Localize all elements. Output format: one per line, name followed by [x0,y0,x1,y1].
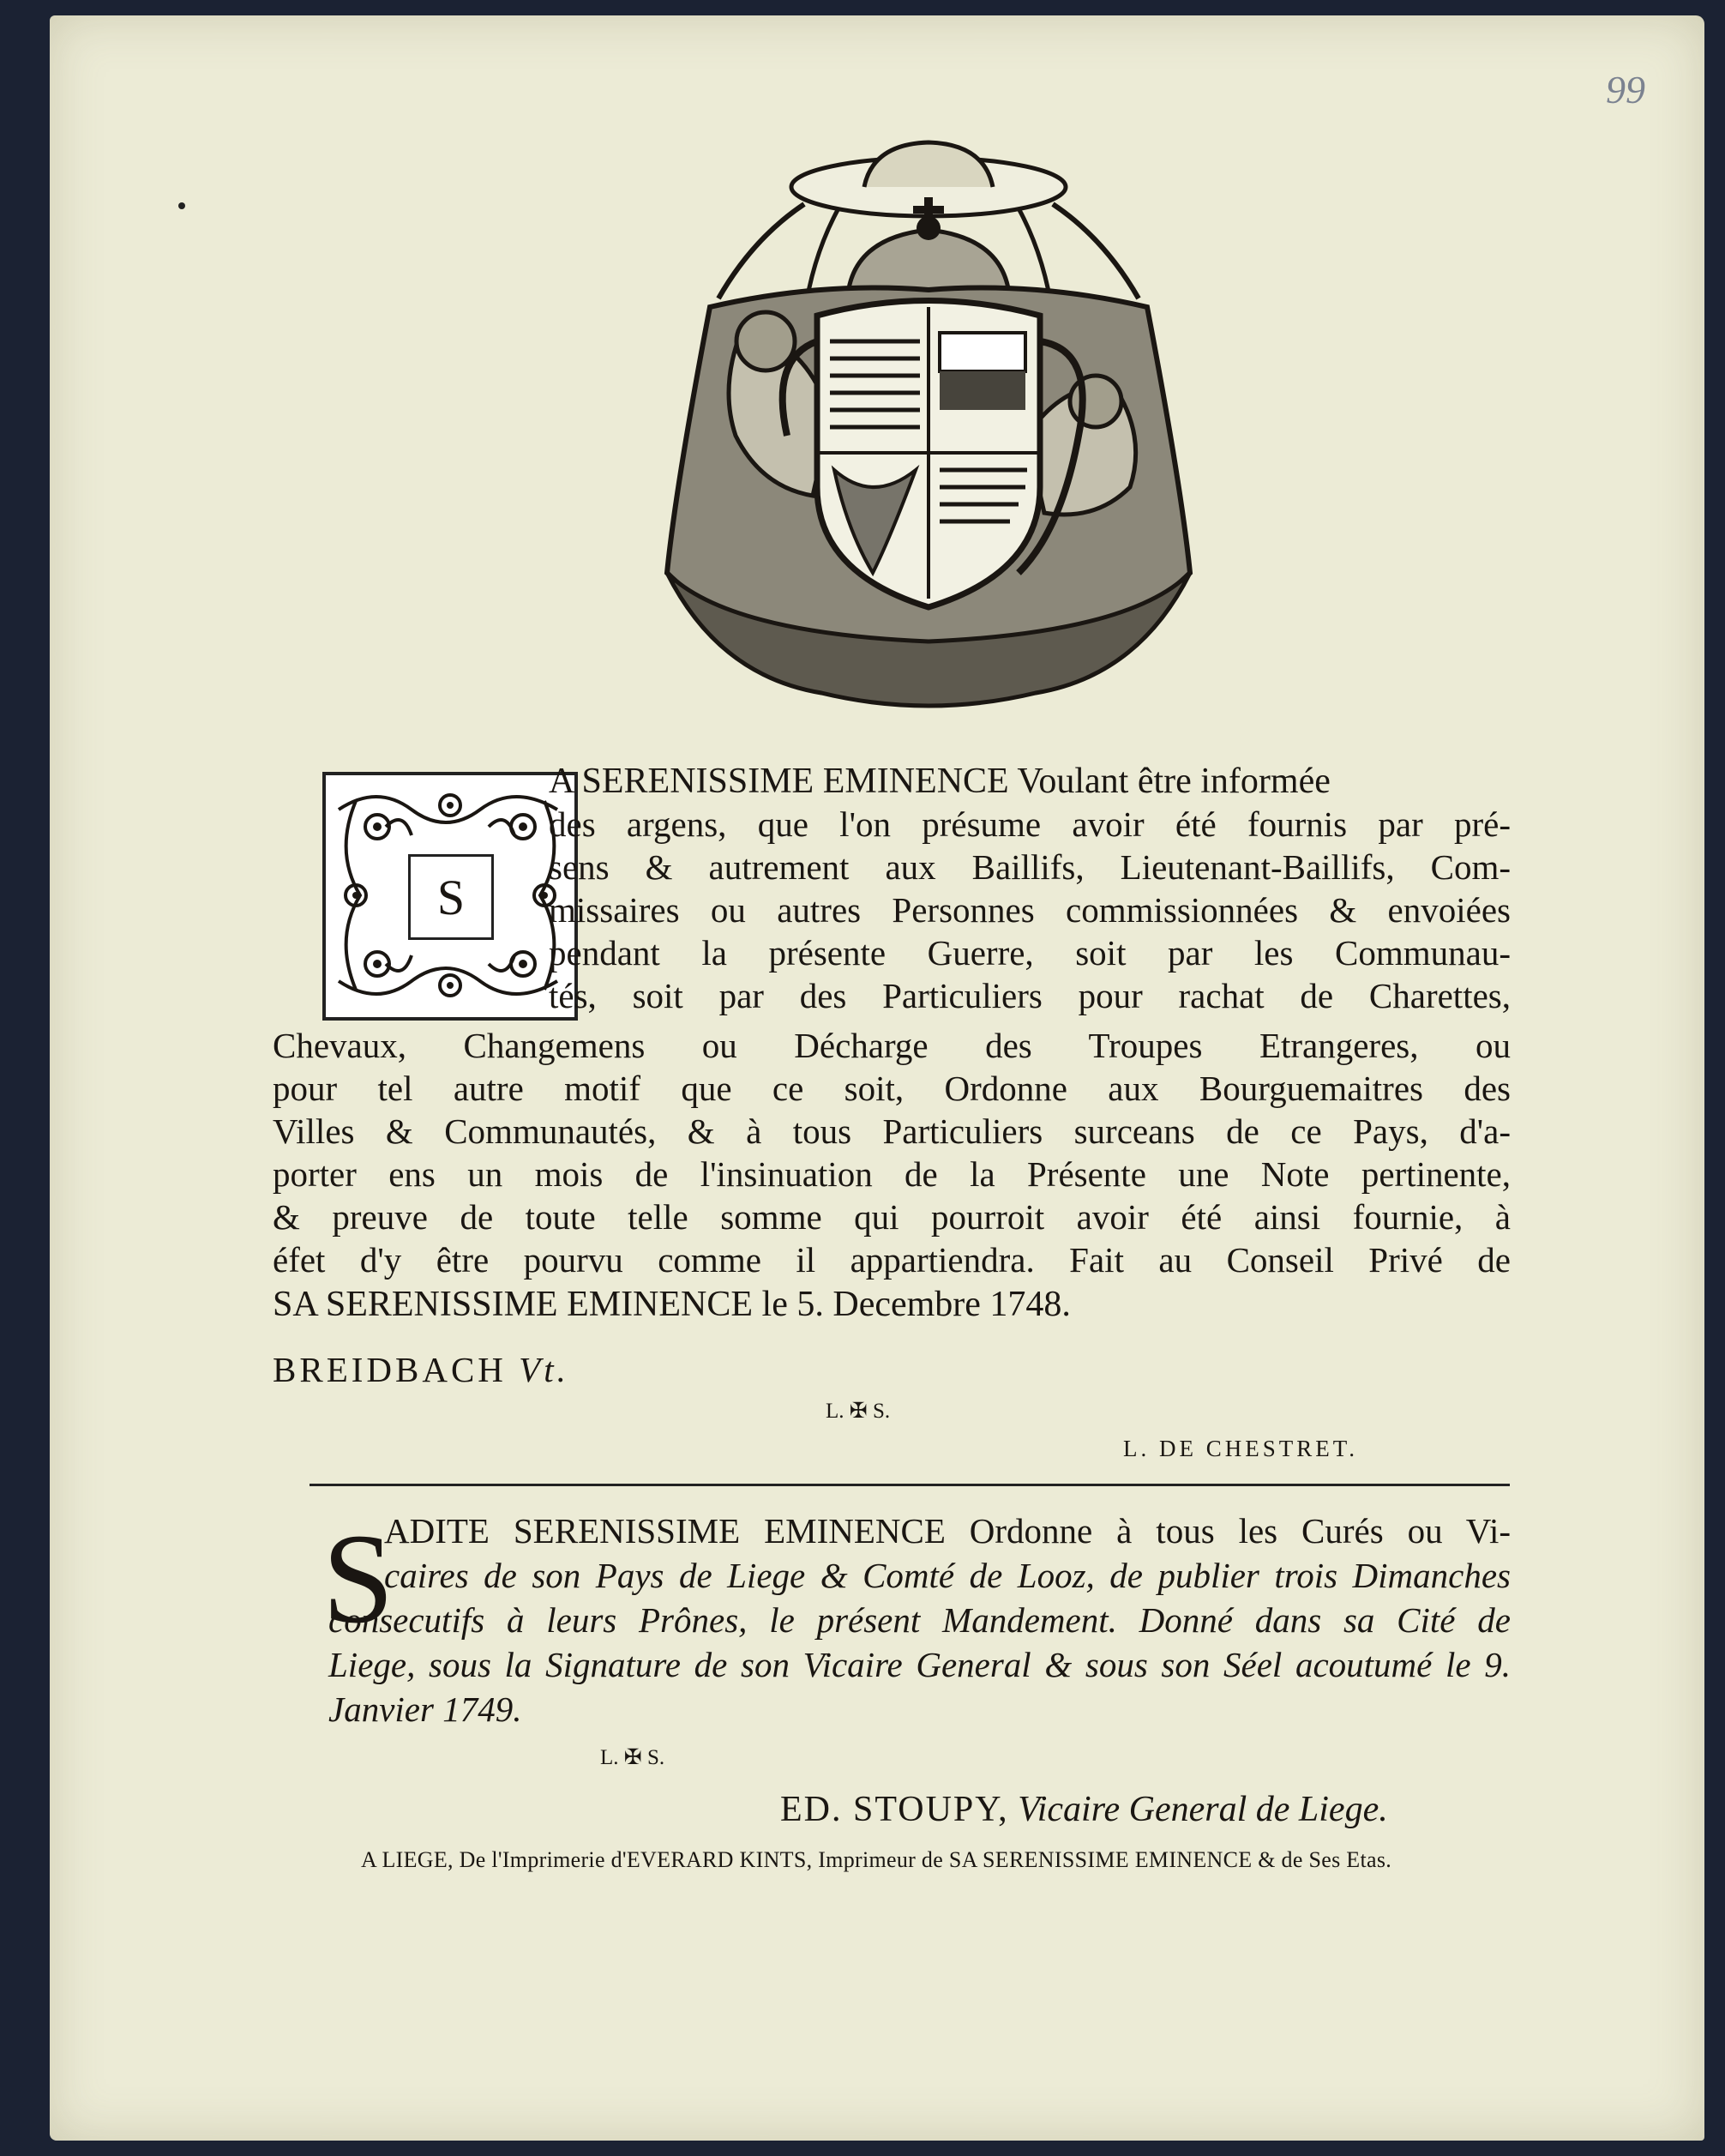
countersigner: L. DE CHESTRET. [1123,1436,1358,1461]
signer-suffix: Vt. [519,1350,569,1389]
signer-name [273,1349,569,1390]
mandate-signer-name: ED. STOUPY, [780,1790,1009,1829]
mandate-line: ADITE SERENISSIME EMINENCE Ordonne à tous les Curés ou Vi- [384,1511,1511,1551]
ordinance-line: éfet d'y être pourvu comme il appartiendra. Fait au Conseil Privé de [273,1240,1511,1280]
decorated-initial-frame [322,772,578,1021]
ordinance-line: missaires ou autres Personnes commissionnées & envoiées [549,890,1511,930]
initial-letter: S [408,854,494,940]
ordinance-line: sens & autrement aux Baillifs, Lieutenant-Baillifs, Com- [549,847,1511,887]
ordinance-line: pour tel autre motif que ce soit, Ordonne aux Bourguemaitres des [273,1069,1511,1108]
signer-name-text: BREIDBACH [273,1350,507,1389]
ordinance-line: SA SERENISSIME EMINENCE le 5. Decembre 1748. [273,1285,1071,1324]
ordinance-line: porter ens un mois de l'insinuation de la Présente une Note pertinente, [273,1154,1511,1194]
ordinance-line: & preuve de toute telle somme qui pourroit avoir été ainsi fournie, à [273,1197,1511,1237]
mandate-line: Liege, sous la Signature de son Vicaire General & sous son Séel acoutumé le 9. [328,1645,1511,1684]
divider-line [310,1484,1510,1486]
ordinance-line: A SERENISSIME EMINENCE Voulant être informée [549,762,1331,801]
document-sheet [50,15,1704,2141]
mandate-line: Janvier 1749. [328,1689,522,1729]
mandate-line: consecutifs à leurs Prônes, le présent Mandement. Donné dans sa Cité de [328,1600,1511,1640]
seal-mark: L. ✠ S. [600,1746,665,1769]
seal-mark: L. ✠ S. [826,1400,891,1423]
printer-imprint: A LIEGE, De l'Imprimerie d'EVERARD KINTS, Imprimeur de SA SERENISSIME EMINENCE & de Ses Etas. [361,1847,1392,1872]
ordinance-line: tés, soit par des Particuliers pour rachat de Charettes, [549,976,1511,1015]
ordinance-line: pendant la présente Guerre, soit par les Communau- [549,933,1511,973]
page-number: 99 [1606,68,1645,111]
ink-dot [178,202,185,209]
mandate-line: caires de son Pays de Liege & Comté de Looz, de publier trois Dimanches [384,1556,1511,1595]
mandate-signer-title: Vicaire General de Liege. [1018,1790,1388,1829]
coat-of-arms-image [616,127,1241,727]
ordinance-line: des argens, que l'on présume avoir été fournis par pré- [549,804,1511,844]
mandate-signer [780,1789,1388,1830]
mandate-drop-cap: S [322,1508,394,1650]
ordinance-line: Villes & Communautés, & à tous Particuliers surceans de ce Pays, d'a- [273,1111,1511,1151]
ordinance-line: Chevaux, Changemens ou Décharge des Troupes Etrangeres, ou [273,1026,1511,1065]
